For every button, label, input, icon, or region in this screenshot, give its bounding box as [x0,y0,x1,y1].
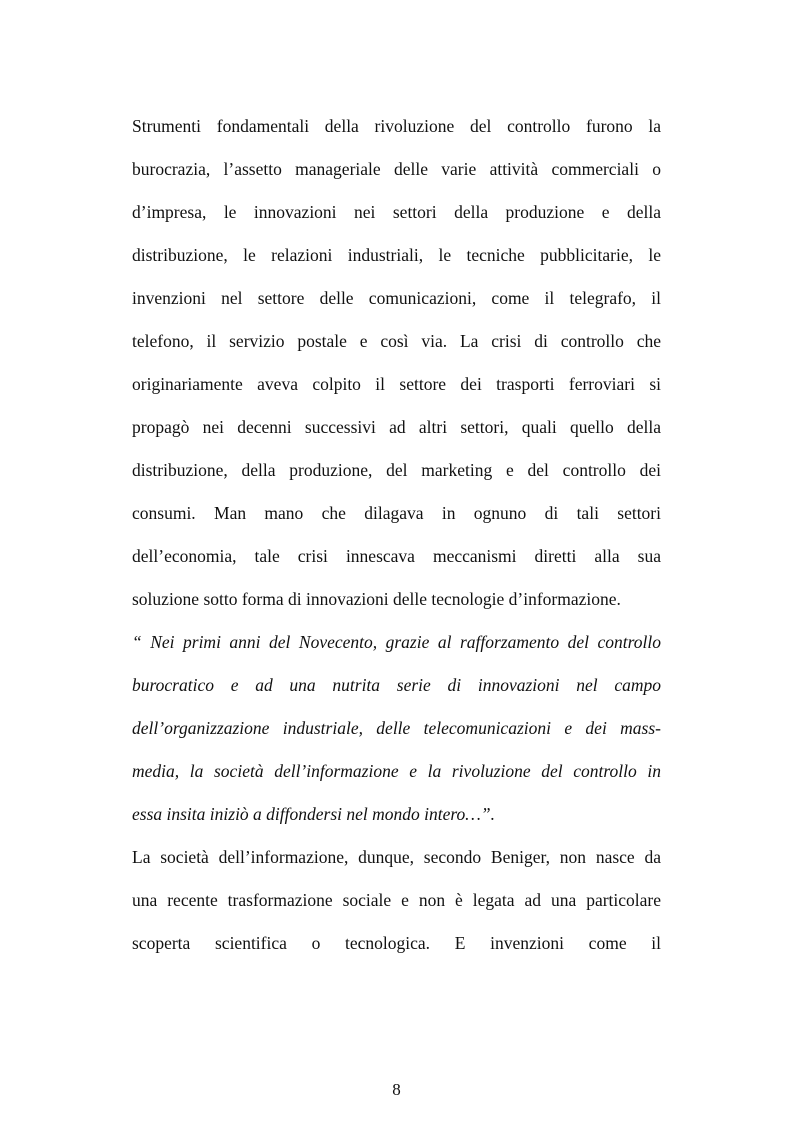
document-body [132,110,661,970]
quote-line: dell’organizzazione industriale, delle telecomunicazioni e dei mass- [132,718,661,738]
text-line: distribuzione, le relazioni industriali, le tecniche pubblicitarie, le [132,245,661,265]
text-line: una recente trasformazione sociale e non è legata ad una particolare [132,890,661,910]
paragraph-2 [132,841,661,970]
text-line: soluzione sotto forma di innovazioni delle tecnologie d’informazione. [132,589,621,609]
quote-line: burocratico e ad una nutrita serie di innovazioni nel campo [132,675,661,695]
text-line: Strumenti fondamentali della rivoluzione del controllo furono la [132,116,661,136]
quotation [132,626,661,841]
paragraph-1 [132,110,661,626]
quote-line: media, la società dell’informazione e la rivoluzione del controllo in [132,761,661,781]
text-line: originariamente aveva colpito il settore dei trasporti ferroviari si [132,374,661,394]
text-line: scoperta scientifica o tecnologica. E invenzioni come il [132,933,661,953]
text-line: propagò nei decenni successivi ad altri settori, quali quello della [132,417,661,437]
page-number: 8 [392,1080,401,1099]
text-line: La società dell’informazione, dunque, secondo Beniger, non nasce da [132,847,661,867]
text-line: dell’economia, tale crisi innescava meccanismi diretti alla sua [132,546,661,566]
text-line: telefono, il servizio postale e così via. La crisi di controllo che [132,331,661,351]
quote-line: “ Nei primi anni del Novecento, grazie al rafforzamento del controllo [132,632,661,652]
text-line: d’impresa, le innovazioni nei settori della produzione e della [132,202,661,222]
text-line: burocrazia, l’assetto manageriale delle varie attività commerciali o [132,159,661,179]
text-line: invenzioni nel settore delle comunicazioni, come il telegrafo, il [132,288,661,308]
quote-line: essa insita iniziò a diffondersi nel mondo intero…”. [132,804,495,824]
text-line: consumi. Man mano che dilagava in ognuno di tali settori [132,503,661,523]
text-line: distribuzione, della produzione, del marketing e del controllo dei [132,460,661,480]
